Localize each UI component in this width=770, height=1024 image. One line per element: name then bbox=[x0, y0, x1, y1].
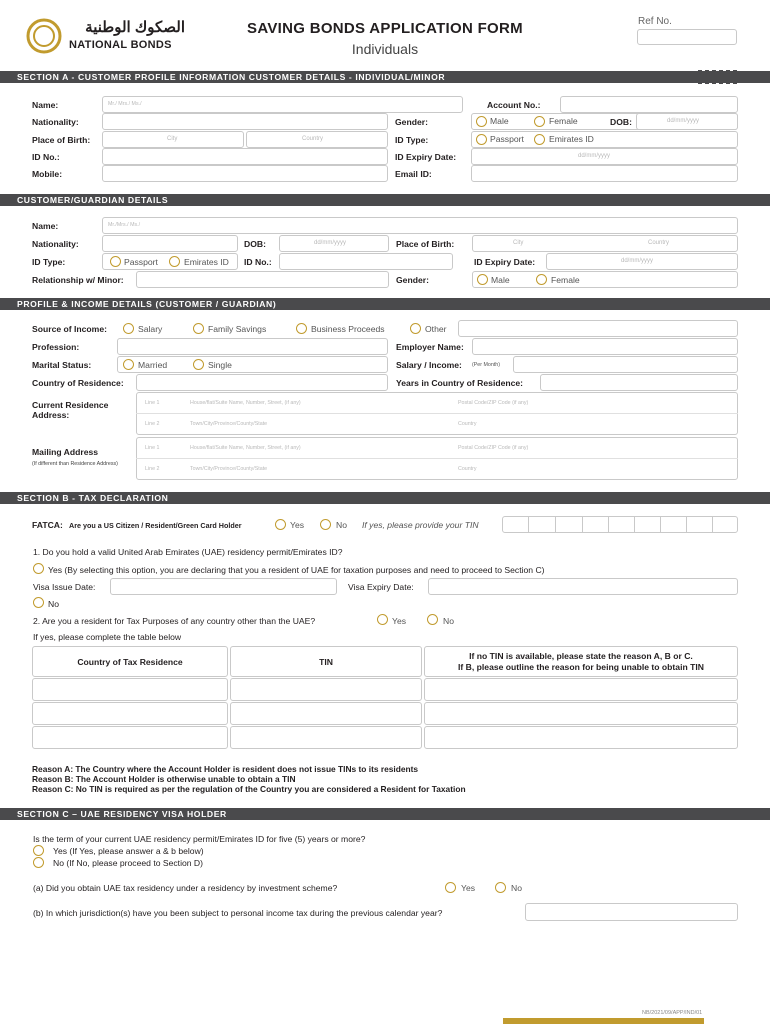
marital-married-label: Married bbox=[138, 360, 168, 370]
table-row-2-reason[interactable] bbox=[424, 702, 738, 725]
g-idexpiry-placeholder: dd/mm/yyyy bbox=[621, 258, 654, 264]
reason-c: Reason C: No TIN is required as per the regulation of the Country you are considered a Resident for Taxation bbox=[32, 784, 466, 794]
g-dob-label: DOB: bbox=[244, 239, 266, 249]
qb-text: (b) In which jurisdiction(s) have you been subject to personal income tax during the previous calendar year? bbox=[33, 908, 443, 918]
g-name-label: Name: bbox=[32, 221, 59, 231]
table-row-1-reason[interactable] bbox=[424, 678, 738, 701]
qa-text: (a) Did you obtain UAE tax residency under a residency by investment scheme? bbox=[33, 883, 338, 893]
name-label: Name: bbox=[32, 100, 59, 110]
g-pob-input[interactable] bbox=[472, 235, 738, 252]
tin-digit bbox=[609, 516, 635, 533]
pob-country-placeholder: Country bbox=[302, 136, 324, 142]
g-pob-city: City bbox=[513, 240, 524, 246]
cur-line1: Line 1 bbox=[145, 400, 160, 406]
source-other-input[interactable] bbox=[458, 320, 738, 337]
source-family-radio[interactable] bbox=[193, 323, 204, 334]
marital-married-radio[interactable] bbox=[123, 359, 134, 370]
dob-placeholder: dd/mm/yyyy bbox=[667, 118, 700, 124]
q2-text: 2. Are you a resident for Tax Purposes of any country other than the UAE? bbox=[33, 616, 316, 626]
g-pob-label: Place of Birth: bbox=[396, 239, 455, 249]
idexpiry-placeholder: dd/mm/yyyy bbox=[578, 153, 611, 159]
g-idtype-passport-label: Passport bbox=[124, 257, 158, 267]
nationality-input[interactable] bbox=[102, 113, 388, 130]
fatca-yes-radio[interactable] bbox=[275, 519, 286, 530]
logo-english-text: NATIONAL BONDS bbox=[69, 39, 172, 51]
residence-country-label: Country of Residence: bbox=[32, 378, 124, 388]
account-no-input[interactable] bbox=[560, 96, 738, 113]
tin-digit bbox=[502, 516, 529, 533]
marital-single-label: Single bbox=[208, 360, 232, 370]
marital-single-radio[interactable] bbox=[193, 359, 204, 370]
c-yes-radio[interactable] bbox=[33, 845, 44, 856]
g-gender-female-label: Female bbox=[551, 275, 580, 285]
g-gender-male-label: Male bbox=[491, 275, 510, 285]
fatca-no-label: No bbox=[336, 520, 347, 530]
mailing-address-label: Mailing Address bbox=[32, 447, 99, 457]
g-relationship-input[interactable] bbox=[136, 271, 389, 288]
name-placeholder: Mr./ Mrs./ Ms./ bbox=[108, 101, 142, 107]
logo-arabic-text: الصكوك الوطنية bbox=[85, 19, 185, 36]
form-subtitle: Individuals bbox=[351, 41, 419, 57]
th-country: Country of Tax Residence bbox=[77, 656, 183, 667]
dob-label: DOB: bbox=[610, 117, 632, 127]
reason-b: Reason B: The Account Holder is otherwise unable to obtain a TIN bbox=[32, 774, 296, 784]
footer-code: NB/2021/09/APP/IND/01 bbox=[642, 1010, 703, 1016]
q2-no-radio[interactable] bbox=[427, 614, 438, 625]
tin-digit bbox=[529, 516, 556, 533]
nationality-label: Nationality: bbox=[32, 117, 79, 127]
visa-issue-input[interactable] bbox=[110, 578, 337, 595]
table-row-3-reason[interactable] bbox=[424, 726, 738, 749]
gender-female-radio[interactable] bbox=[534, 116, 545, 127]
section-a-header: SECTION A - CUSTOMER PROFILE INFORMATION CUSTOMER DETAILS - INDIVIDUAL/MINOR bbox=[0, 71, 770, 83]
marital-label: Marital Status: bbox=[32, 360, 92, 370]
cur-town: Town/City/Province/County/State bbox=[190, 421, 268, 427]
residence-country-input[interactable] bbox=[136, 374, 388, 391]
g-dob-placeholder: dd/mm/yyyy bbox=[314, 240, 347, 246]
idtype-emirates-radio[interactable] bbox=[534, 134, 545, 145]
visa-expiry-input[interactable] bbox=[428, 578, 738, 595]
table-row-1-tin[interactable] bbox=[230, 678, 422, 701]
email-input[interactable] bbox=[471, 165, 738, 182]
qa-yes-radio[interactable] bbox=[445, 882, 456, 893]
logo bbox=[25, 17, 185, 55]
g-pob-country: Country bbox=[648, 240, 670, 246]
current-address-label-1: Current Residence bbox=[32, 400, 109, 410]
table-row-3-country[interactable] bbox=[32, 726, 228, 749]
fatca-yes-label: Yes bbox=[290, 520, 305, 530]
g-idtype-label: ID Type: bbox=[32, 257, 66, 267]
ref-no-input[interactable] bbox=[637, 29, 737, 45]
table-note: If yes, please complete the table below bbox=[33, 632, 182, 642]
q2-yes-radio[interactable] bbox=[377, 614, 388, 625]
g-gender-male-radio[interactable] bbox=[477, 274, 488, 285]
q2-no-label: No bbox=[443, 616, 454, 626]
reason-a: Reason A: The Country where the Account Holder is resident does not issue TINs to its residents bbox=[32, 764, 419, 774]
pob-city-placeholder: City bbox=[167, 136, 178, 142]
source-business-label: Business Proceeds bbox=[311, 324, 385, 334]
g-gender-female-radio[interactable] bbox=[536, 274, 547, 285]
section-a-stripes bbox=[698, 70, 737, 84]
salary-income-label: Salary / Income: bbox=[396, 360, 462, 370]
name-input[interactable] bbox=[102, 96, 463, 113]
form-title: SAVING BONDS APPLICATION FORM bbox=[247, 20, 523, 37]
mail-line2: Line 2 bbox=[145, 466, 160, 472]
tin-digit bbox=[687, 516, 713, 533]
tin-digit bbox=[635, 516, 661, 533]
source-other-label: Other bbox=[425, 324, 447, 334]
g-relationship-label: Relationship w/ Minor: bbox=[32, 275, 124, 285]
logo-ring-icon bbox=[25, 17, 63, 55]
q2-yes-label: Yes bbox=[392, 616, 407, 626]
visa-issue-label: Visa Issue Date: bbox=[33, 582, 96, 592]
q1-text: 1. Do you hold a valid United Arab Emirates (UAE) residency permit/Emirates ID? bbox=[33, 547, 343, 557]
mail-line1: Line 1 bbox=[145, 445, 160, 451]
section-c-header: SECTION C – UAE RESIDENCY VISA HOLDER bbox=[0, 808, 770, 820]
mailing-address-divider bbox=[136, 458, 738, 459]
source-other-radio[interactable] bbox=[410, 323, 421, 334]
tin-digit bbox=[583, 516, 609, 533]
source-salary-label: Salary bbox=[138, 324, 163, 334]
account-no-label: Account No.: bbox=[487, 100, 541, 110]
g-idexpiry-label: ID Expiry Date: bbox=[474, 257, 536, 267]
profession-label: Profession: bbox=[32, 342, 80, 352]
qa-yes-label: Yes bbox=[461, 883, 476, 893]
g-nationality-label: Nationality: bbox=[32, 239, 79, 249]
table-row-2-tin[interactable] bbox=[230, 702, 422, 725]
mail-town: Town/City/Province/County/State bbox=[190, 466, 268, 472]
source-family-label: Family Savings bbox=[208, 324, 267, 334]
source-salary-radio[interactable] bbox=[123, 323, 134, 334]
c-yes-label: Yes (If Yes, please answer a & b below) bbox=[53, 846, 204, 856]
fatca-question: Are you a US Citizen / Resident/Green Card Holder bbox=[69, 521, 242, 530]
guardian-header: CUSTOMER/GUARDIAN DETAILS bbox=[0, 194, 770, 206]
g-nationality-input[interactable] bbox=[102, 235, 238, 252]
g-gender-label: Gender: bbox=[396, 275, 429, 285]
profession-input[interactable] bbox=[117, 338, 388, 355]
fatca-label: FATCA: bbox=[32, 520, 63, 530]
per-month-note: (Per Month) bbox=[472, 362, 500, 368]
years-residence-label: Years in Country of Residence: bbox=[396, 378, 524, 388]
tin-digit bbox=[556, 516, 583, 533]
g-gender-box bbox=[472, 271, 738, 288]
qa-no-label: No bbox=[511, 883, 522, 893]
q1-no-radio[interactable] bbox=[33, 597, 44, 608]
visa-expiry-label: Visa Expiry Date: bbox=[348, 582, 414, 592]
employer-input[interactable] bbox=[472, 338, 738, 355]
g-idno-label: ID No.: bbox=[244, 257, 272, 267]
idtype-label: ID Type: bbox=[395, 135, 429, 145]
g-idtype-emirates-radio[interactable] bbox=[169, 256, 180, 267]
cur-house: House/flat/Suite Name, Number, Street, (if any) bbox=[190, 400, 301, 406]
cur-line2: Line 2 bbox=[145, 421, 160, 427]
table-row-3-tin[interactable] bbox=[230, 726, 422, 749]
cur-postcode: Postal Code/ZIP Code (if any) bbox=[458, 400, 529, 406]
qb-input[interactable] bbox=[525, 903, 738, 921]
tin-prompt: If yes, please provide your TIN bbox=[362, 520, 479, 530]
mailing-note: (If different than Residence Address) bbox=[32, 461, 118, 467]
fatca-no-radio[interactable] bbox=[320, 519, 331, 530]
q1-no-label: No bbox=[48, 599, 59, 609]
years-residence-input[interactable] bbox=[540, 374, 738, 391]
g-idtype-passport-radio[interactable] bbox=[110, 256, 121, 267]
source-income-label: Source of Income: bbox=[32, 324, 107, 334]
table-row-1-country[interactable] bbox=[32, 678, 228, 701]
q1-yes-label: Yes (By selecting this option, you are declaring that you a resident of UAE for taxation purposes and need to proceed to Section C) bbox=[48, 565, 545, 575]
mobile-label: Mobile: bbox=[32, 169, 63, 179]
profile-header: PROFILE & INCOME DETAILS (CUSTOMER / GUARDIAN) bbox=[0, 298, 770, 310]
employer-label: Employer Name: bbox=[396, 342, 464, 352]
idno-label: ID No.: bbox=[32, 152, 60, 162]
tin-digit bbox=[661, 516, 687, 533]
idtype-passport-label: Passport bbox=[490, 134, 524, 144]
gender-male-radio[interactable] bbox=[476, 116, 487, 127]
salary-income-input[interactable] bbox=[513, 356, 738, 373]
mail-country: Country bbox=[458, 466, 477, 472]
table-row-2-country[interactable] bbox=[32, 702, 228, 725]
c-no-radio[interactable] bbox=[33, 857, 44, 868]
pob-label: Place of Birth: bbox=[32, 135, 91, 145]
gender-label: Gender: bbox=[395, 117, 428, 127]
mail-postcode: Postal Code/ZIP Code (if any) bbox=[458, 445, 529, 451]
g-name-placeholder: Mr./Mrs./ Ms./ bbox=[108, 222, 141, 228]
gender-female-label: Female bbox=[549, 116, 578, 126]
th-reason-line2: If B, please outline the reason for being unable to obtain TIN bbox=[458, 662, 704, 672]
c-no-label: No (If No, please proceed to Section D) bbox=[53, 858, 203, 868]
ref-label: Ref No. bbox=[638, 16, 672, 27]
section-c-question: Is the term of your current UAE residency permit/Emirates ID for five (5) years or more? bbox=[33, 834, 366, 844]
current-address-divider bbox=[136, 413, 738, 414]
th-reason-line1: If no TIN is available, please state the reason A, B or C. bbox=[469, 651, 693, 661]
footer-gold-strip bbox=[503, 1018, 704, 1024]
email-label: Email ID: bbox=[395, 169, 432, 179]
source-business-radio[interactable] bbox=[296, 323, 307, 334]
cur-country: Country bbox=[458, 421, 477, 427]
q1-yes-radio[interactable] bbox=[33, 563, 44, 574]
g-name-input[interactable] bbox=[102, 217, 738, 234]
section-b-header: SECTION B - TAX DECLARATION bbox=[0, 492, 770, 504]
idtype-passport-radio[interactable] bbox=[476, 134, 487, 145]
g-idno-input[interactable] bbox=[279, 253, 453, 270]
g-idtype-emirates-label: Emirates ID bbox=[184, 257, 229, 267]
mail-house: House/flat/Suite Name, Number, Street, (if any) bbox=[190, 445, 301, 451]
idexpiry-label: ID Expiry Date: bbox=[395, 152, 457, 162]
idtype-emirates-label: Emirates ID bbox=[549, 134, 594, 144]
th-tin: TIN bbox=[319, 656, 333, 667]
current-address-label-2: Address: bbox=[32, 410, 70, 420]
qa-no-radio[interactable] bbox=[495, 882, 506, 893]
mobile-input[interactable] bbox=[102, 165, 388, 182]
gender-male-label: Male bbox=[490, 116, 509, 126]
idno-input[interactable] bbox=[102, 148, 388, 165]
